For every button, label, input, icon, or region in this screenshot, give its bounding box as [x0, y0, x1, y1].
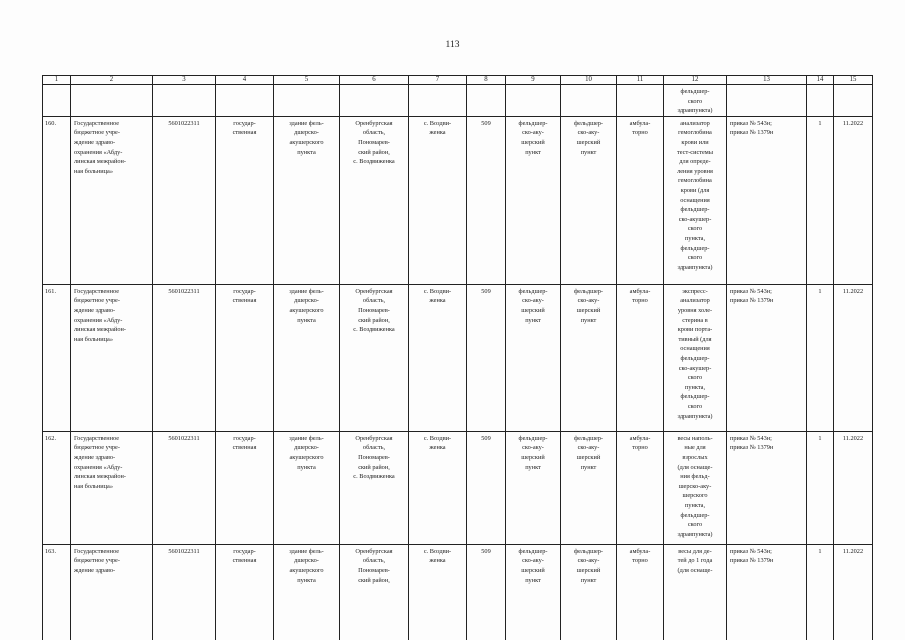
- column-number: 2: [71, 76, 153, 85]
- column-number: 7: [409, 76, 467, 85]
- unit-line: ско-аку-: [522, 557, 544, 565]
- settlement-cell: [409, 544, 467, 640]
- inn-cell: 5601022311: [153, 431, 216, 544]
- equipment-line: фельдшер-: [680, 393, 710, 401]
- unit-line: пункт: [525, 316, 541, 324]
- equipment-line: оснащения: [680, 345, 710, 353]
- organization-name-line: бюджетное учре-: [74, 297, 120, 305]
- empty-cell: [506, 85, 561, 117]
- order-cell: [727, 544, 807, 640]
- unit-line: фельдшер-: [574, 434, 603, 442]
- equipment-line: гемоглобина: [678, 129, 712, 137]
- unit-line: фельдшер-: [518, 434, 548, 442]
- building-cell: [274, 116, 340, 284]
- ownership-line: ственная: [232, 557, 257, 565]
- register-table: [42, 75, 873, 640]
- organization-name-line: Государственное: [74, 119, 120, 127]
- equipment-line: (для оснаще-: [677, 566, 713, 574]
- equipment-line: фельдшер-: [680, 244, 710, 252]
- equipment-line: шерского: [682, 492, 708, 500]
- organization-name-line: ная больница»: [74, 335, 113, 343]
- organization-name-line: бюджетное учре-: [74, 557, 120, 565]
- equipment-line: крови или: [681, 138, 709, 146]
- address-line: ский район,: [358, 576, 390, 584]
- quantity-cell: 1: [807, 284, 834, 431]
- building-line: здание фель-: [289, 547, 324, 555]
- equipment-line: гемоглобина: [678, 177, 712, 185]
- equipment-line: ско-акушер-: [678, 364, 712, 372]
- equipment-cell: [664, 284, 727, 431]
- order-line: приказ № 543н;: [730, 287, 772, 295]
- settlement-line: женка: [429, 129, 446, 137]
- equipment-cell: [664, 544, 727, 640]
- ownership-cell: [216, 431, 274, 544]
- organization-name-line: охранения «Абду-: [74, 463, 123, 471]
- equipment-line: крови порта-: [677, 326, 713, 334]
- date-cell: 11.2022: [834, 431, 873, 544]
- unit-cell: [506, 544, 561, 640]
- table-row: [43, 544, 873, 640]
- code-cell: 509: [467, 284, 506, 431]
- ownership-cell: [216, 544, 274, 640]
- column-number: 6: [340, 76, 409, 85]
- address-cell: [340, 116, 409, 284]
- building-line: дшерско-: [294, 129, 319, 137]
- order-line: приказ № 1379н: [730, 557, 774, 565]
- unit-line: пункт: [580, 576, 597, 584]
- unit-line: ско-аку-: [577, 557, 600, 565]
- ownership-line: ственная: [232, 297, 257, 305]
- building-line: акушерского: [289, 306, 324, 314]
- equipment-line: тей до 1 года: [677, 557, 713, 565]
- address-line: область,: [362, 129, 386, 137]
- building-cell: [274, 544, 340, 640]
- building-line: акушерского: [289, 453, 324, 461]
- organization-name-cell: [71, 116, 153, 284]
- organization-name-line: линская межрайон-: [74, 473, 126, 481]
- date-cell: 11.2022: [834, 544, 873, 640]
- equipment-line: пункта,: [684, 383, 706, 391]
- organization-name-line: линская межрайон-: [74, 326, 126, 334]
- address-line: ский район,: [358, 463, 390, 471]
- address-line: с. Воздвиженка: [353, 326, 395, 334]
- equipment-cell: [664, 85, 727, 117]
- equipment-line: шерско-аку-: [678, 482, 712, 490]
- organization-name-line: ная больница»: [74, 482, 113, 490]
- date-cell: 11.2022: [834, 116, 873, 284]
- unit-line: фельдшер-: [574, 287, 603, 295]
- unit-cell: [561, 116, 617, 284]
- equipment-line: фельдшер-: [680, 354, 710, 362]
- address-line: Пономарев-: [358, 306, 390, 314]
- equipment-line: ния фельд-: [680, 473, 710, 481]
- ownership-cell: [216, 284, 274, 431]
- column-number: 14: [807, 76, 834, 85]
- ownership-line: ственная: [232, 129, 257, 137]
- empty-cell: [561, 85, 617, 117]
- code-cell: 509: [467, 116, 506, 284]
- ownership-line: государ-: [233, 119, 256, 127]
- organization-name-line: Государственное: [74, 547, 120, 555]
- empty-cell: [467, 85, 506, 117]
- unit-cell: [506, 116, 561, 284]
- organization-name-line: охранения «Абду-: [74, 148, 123, 156]
- equipment-line: оснащения: [680, 196, 710, 204]
- equipment-cell: [664, 116, 727, 284]
- order-cell: [727, 284, 807, 431]
- equipment-line: ского: [687, 521, 703, 529]
- building-cell: [274, 431, 340, 544]
- unit-line: фельдшер-: [518, 547, 548, 555]
- building-line: акушерского: [289, 566, 324, 574]
- empty-cell: [727, 85, 807, 117]
- equipment-line: ского: [687, 254, 703, 262]
- organization-name-line: Государственное: [74, 287, 120, 295]
- settlement-line: с. Воздви-: [423, 119, 452, 127]
- organization-name-line: бюджетное учре-: [74, 444, 120, 452]
- empty-cell: [274, 85, 340, 117]
- building-line: здание фель-: [289, 287, 324, 295]
- unit-line: ско-аку-: [522, 444, 544, 452]
- equipment-line: фельдшер-: [680, 511, 710, 519]
- address-line: область,: [362, 297, 386, 305]
- organization-name-cell: [71, 544, 153, 640]
- mode-cell: [617, 116, 664, 284]
- building-line: пункта: [297, 463, 316, 471]
- mode-line: амбула-: [629, 547, 651, 555]
- continuation-row: [43, 85, 873, 117]
- empty-cell: [71, 85, 153, 117]
- building-line: пункта: [297, 576, 316, 584]
- order-line: приказ № 1379н: [730, 129, 774, 137]
- empty-cell: [340, 85, 409, 117]
- page-number: 113: [445, 40, 460, 50]
- order-line: приказ № 543н;: [730, 119, 772, 127]
- equipment-line: анализатор: [680, 119, 710, 127]
- organization-name-line: линская межрайон-: [74, 158, 126, 166]
- address-line: ский район,: [358, 148, 390, 156]
- building-line: пункта: [297, 148, 316, 156]
- equipment-line: фельдшер-: [680, 88, 710, 95]
- unit-line: шерский: [576, 138, 601, 146]
- unit-line: пункт: [525, 148, 541, 156]
- column-number: 5: [274, 76, 340, 85]
- organization-name-line: ная больница»: [74, 167, 113, 175]
- order-cell: [727, 116, 807, 284]
- inn-cell: 5601022311: [153, 284, 216, 431]
- address-cell: [340, 284, 409, 431]
- unit-line: ско-аку-: [577, 129, 600, 137]
- unit-line: фельдшер-: [518, 287, 548, 295]
- settlement-line: женка: [429, 297, 446, 305]
- order-line: приказ № 543н;: [730, 547, 772, 555]
- unit-line: пункт: [580, 463, 597, 471]
- equipment-line: ско-акушер-: [678, 215, 712, 223]
- unit-cell: [561, 431, 617, 544]
- address-line: Пономарев-: [358, 138, 390, 146]
- organization-name-line: ждение здраво-: [74, 306, 116, 314]
- empty-cell: [807, 85, 834, 117]
- address-line: Пономарев-: [358, 566, 390, 574]
- unit-line: шерский: [576, 566, 601, 574]
- unit-line: фельдшер-: [574, 119, 603, 127]
- address-line: с. Воздвиженка: [353, 158, 395, 166]
- settlement-cell: [409, 431, 467, 544]
- empty-cell: [153, 85, 216, 117]
- unit-line: пункт: [580, 148, 597, 156]
- ownership-cell: [216, 116, 274, 284]
- mode-line: амбула-: [629, 434, 651, 442]
- unit-cell: [506, 431, 561, 544]
- unit-line: ско-аку-: [522, 297, 544, 305]
- mode-line: торно: [632, 557, 648, 565]
- equipment-line: ского: [687, 402, 703, 410]
- column-number: 1: [43, 76, 71, 85]
- organization-name-line: ждение здраво-: [74, 138, 116, 146]
- column-number: 3: [153, 76, 216, 85]
- equipment-line: ные для: [684, 444, 706, 452]
- mode-cell: [617, 284, 664, 431]
- equipment-line: пункта,: [684, 234, 706, 242]
- date-cell: 11.2022: [834, 284, 873, 431]
- equipment-line: ского: [687, 374, 703, 382]
- building-line: дшерско-: [294, 557, 319, 565]
- order-line: приказ № 1379н: [730, 297, 774, 305]
- settlement-cell: [409, 116, 467, 284]
- address-line: Пономарев-: [358, 453, 390, 461]
- empty-cell: [617, 85, 664, 117]
- building-line: пункта: [297, 316, 316, 324]
- quantity-cell: 1: [807, 116, 834, 284]
- column-number-row: [43, 76, 873, 85]
- empty-cell: [409, 85, 467, 117]
- equipment-line: фельдшер-: [680, 206, 710, 214]
- equipment-line: здравпункта): [677, 263, 713, 271]
- equipment-line: ления уровня: [677, 167, 713, 175]
- organization-name-line: охранения «Абду-: [74, 316, 123, 324]
- equipment-line: весы для де-: [678, 547, 712, 555]
- building-line: дшерско-: [294, 297, 319, 305]
- settlement-line: женка: [429, 557, 446, 565]
- unit-cell: [506, 284, 561, 431]
- building-line: здание фель-: [289, 434, 324, 442]
- column-number: 10: [561, 76, 617, 85]
- ownership-line: ственная: [232, 444, 257, 452]
- unit-line: фельдшер-: [574, 547, 603, 555]
- address-line: ский район,: [358, 316, 390, 324]
- address-line: Оренбургская: [355, 287, 393, 295]
- unit-line: шерский: [576, 306, 601, 314]
- column-number: 12: [664, 76, 727, 85]
- building-line: акушерского: [289, 138, 324, 146]
- building-line: здание фель-: [289, 119, 324, 127]
- mode-line: амбула-: [629, 119, 651, 127]
- table-row: [43, 431, 873, 544]
- equipment-line: для опреде-: [679, 158, 711, 166]
- code-cell: 509: [467, 544, 506, 640]
- equipment-line: весы наполь-: [677, 434, 713, 442]
- unit-line: шерский: [576, 453, 601, 461]
- quantity-cell: 1: [807, 431, 834, 544]
- quantity-cell: 1: [807, 544, 834, 640]
- row-number: 161.: [43, 284, 71, 431]
- empty-cell: [43, 85, 71, 117]
- equipment-line: стерина в: [682, 316, 708, 324]
- address-cell: [340, 544, 409, 640]
- ownership-line: государ-: [233, 287, 256, 295]
- equipment-line: взрослых: [682, 453, 708, 461]
- unit-cell: [561, 544, 617, 640]
- empty-cell: [834, 85, 873, 117]
- inn-cell: 5601022311: [153, 116, 216, 284]
- unit-line: шерский: [521, 306, 545, 314]
- column-number: 8: [467, 76, 506, 85]
- mode-line: торно: [632, 129, 648, 137]
- unit-line: пункт: [525, 463, 541, 471]
- unit-line: ско-аку-: [577, 297, 600, 305]
- equipment-line: тест-системы: [676, 148, 714, 156]
- mode-line: торно: [632, 444, 648, 452]
- unit-cell: [561, 284, 617, 431]
- building-cell: [274, 284, 340, 431]
- unit-line: ско-аку-: [577, 444, 600, 452]
- row-number: 162.: [43, 431, 71, 544]
- inn-cell: 5601022311: [153, 544, 216, 640]
- mode-line: амбула-: [629, 287, 651, 295]
- equipment-cell: [664, 431, 727, 544]
- register-table-wrapper: [42, 75, 873, 640]
- order-line: приказ № 1379н: [730, 444, 774, 452]
- column-number: 9: [506, 76, 561, 85]
- address-cell: [340, 431, 409, 544]
- row-number: 163.: [43, 544, 71, 640]
- equipment-line: (для оснаще-: [677, 463, 713, 471]
- organization-name-line: бюджетное учре-: [74, 129, 120, 137]
- code-cell: 509: [467, 431, 506, 544]
- order-cell: [727, 431, 807, 544]
- equipment-line: здравпункта): [677, 107, 713, 115]
- column-number: 13: [727, 76, 807, 85]
- unit-line: шерский: [521, 453, 545, 461]
- column-number: 11: [617, 76, 664, 85]
- column-number: 15: [834, 76, 873, 85]
- equipment-line: тивный (для: [678, 335, 712, 343]
- mode-cell: [617, 431, 664, 544]
- equipment-line: экспресс-: [682, 287, 708, 295]
- organization-name-cell: [71, 431, 153, 544]
- settlement-line: с. Воздви-: [423, 434, 452, 442]
- column-number: 4: [216, 76, 274, 85]
- address-line: Оренбургская: [355, 119, 393, 127]
- order-line: приказ № 543н;: [730, 434, 772, 442]
- equipment-line: здравпункта): [677, 412, 713, 420]
- equipment-line: уровня холе-: [677, 306, 713, 314]
- organization-name-line: ждение здраво-: [74, 453, 116, 461]
- address-line: Оренбургская: [355, 434, 393, 442]
- table-row: [43, 116, 873, 284]
- mode-line: торно: [632, 297, 648, 305]
- settlement-cell: [409, 284, 467, 431]
- organization-name-cell: [71, 284, 153, 431]
- table-row: [43, 284, 873, 431]
- equipment-line: крови (для: [680, 186, 710, 194]
- address-line: Оренбургская: [355, 547, 393, 555]
- unit-line: пункт: [525, 576, 541, 584]
- address-line: с. Воздвиженка: [353, 473, 395, 481]
- address-line: область,: [362, 557, 386, 565]
- ownership-line: государ-: [233, 434, 256, 442]
- unit-line: шерский: [521, 138, 545, 146]
- row-number: 160.: [43, 116, 71, 284]
- equipment-line: пункта,: [684, 501, 706, 509]
- equipment-line: ского: [687, 97, 703, 105]
- address-line: область,: [362, 444, 386, 452]
- equipment-line: здравпункта): [677, 530, 713, 538]
- organization-name-line: ждение здраво-: [74, 566, 116, 574]
- equipment-line: анализатор: [680, 297, 710, 305]
- organization-name-line: Государственное: [74, 434, 120, 442]
- mode-cell: [617, 544, 664, 640]
- settlement-line: женка: [429, 444, 446, 452]
- building-line: дшерско-: [294, 444, 319, 452]
- settlement-line: с. Воздви-: [423, 287, 452, 295]
- ownership-line: государ-: [233, 547, 256, 555]
- empty-cell: [216, 85, 274, 117]
- unit-line: шерский: [521, 566, 545, 574]
- unit-line: фельдшер-: [518, 119, 548, 127]
- unit-line: пункт: [580, 316, 597, 324]
- equipment-line: ского: [687, 225, 703, 233]
- settlement-line: с. Воздви-: [423, 547, 452, 555]
- unit-line: ско-аку-: [522, 129, 544, 137]
